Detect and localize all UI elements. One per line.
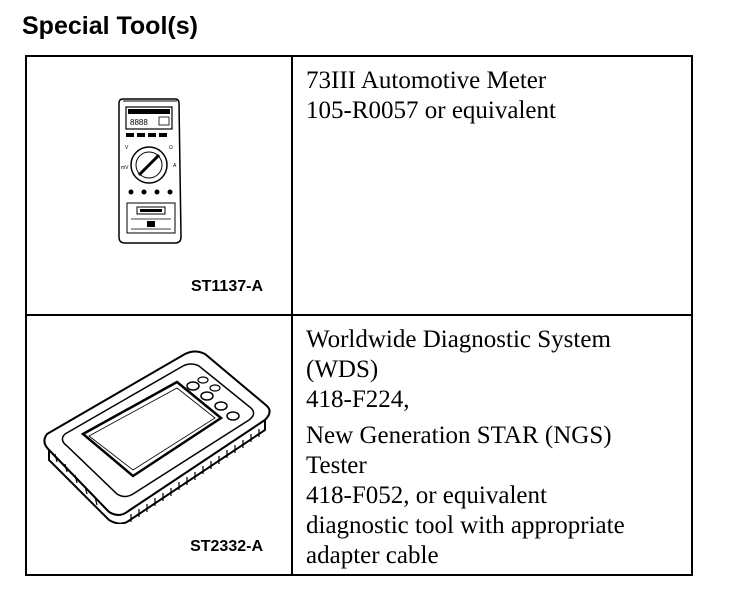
svg-text:V: V — [125, 145, 129, 151]
svg-text:A: A — [173, 163, 177, 169]
tool-description-cell — [293, 316, 691, 574]
tool-name: Worldwide Diagnostic System — [306, 326, 611, 353]
tool-part-number: 418-F224, — [306, 386, 410, 413]
tool-part-number: 105-R0057 or equivalent — [306, 97, 556, 124]
tool-note: diagnostic tool with appropriate — [306, 512, 625, 539]
svg-text:Ω: Ω — [169, 145, 173, 151]
tool-row-tester — [27, 316, 691, 574]
tool-image-cell — [27, 57, 293, 314]
section-heading: Special Tool(s) — [22, 12, 198, 40]
special-tools-table — [25, 55, 693, 576]
svg-text:mV: mV — [121, 165, 129, 171]
tool-note-cont: adapter cable — [306, 542, 439, 569]
tool-row-meter — [27, 57, 691, 316]
multimeter-icon — [109, 97, 199, 247]
diagnostic-tester-icon — [35, 344, 275, 524]
tool-name-alt-cont: Tester — [306, 452, 367, 479]
tool-image-cell — [27, 316, 293, 574]
tool-description-cell — [293, 57, 691, 314]
tool-name: 73III Automotive Meter — [306, 67, 547, 94]
tool-abbreviation: (WDS) — [306, 356, 379, 383]
svg-text:8888: 8888 — [130, 118, 148, 127]
tool-name-alt: New Generation STAR (NGS) — [306, 422, 612, 449]
tool-code-label: ST2332-A — [190, 538, 263, 555]
tool-part-number-alt: 418-F052, or equivalent — [306, 482, 547, 509]
tool-code-label: ST1137-A — [190, 278, 263, 295]
